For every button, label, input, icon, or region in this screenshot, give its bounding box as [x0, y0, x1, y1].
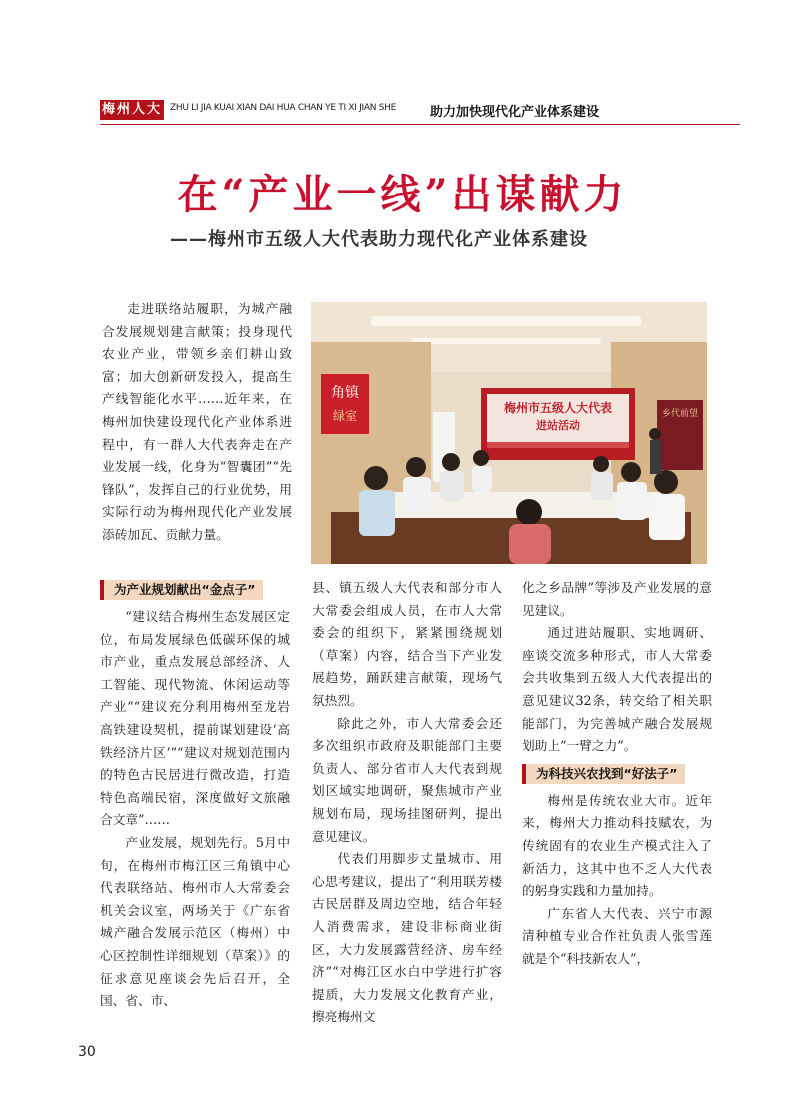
text-line: 区定位，布局发展绿色低碳环: [100, 609, 290, 647]
text-line: 标商业街区，大力发展露营经: [312, 918, 502, 957]
photo-banner-line1: 梅州市五级人大代表: [503, 401, 613, 415]
text-line: 旅融合文章”……: [100, 789, 291, 828]
column-one: [100, 574, 290, 1013]
text-line: 通过进站履职、实地调: [547, 625, 686, 641]
running-header: [100, 97, 740, 123]
text-line: 年来，在梅州加快建设现代化: [102, 391, 292, 429]
text-line: 发挥自己的行业优势，用实际: [102, 481, 292, 520]
section-heading: 为产业规划献出“金点子”: [100, 580, 263, 600]
article-title: 在“产业一线”出谋献力: [177, 171, 628, 218]
text-line: 中旬，在梅州市梅江区三角镇: [100, 834, 290, 873]
text-line: 联芳楼古民居群及周边空地，: [312, 873, 502, 912]
text-line: 利用梅州至龙岩高铁建设契: [100, 699, 290, 737]
text-line: 研、座谈交流多种形式，市人: [522, 625, 713, 663]
intro-column: [102, 298, 292, 547]
text-line: 代表们用脚步丈量城市、: [337, 851, 490, 867]
paragraph: [312, 713, 502, 849]
meeting-photo: [311, 302, 707, 564]
text-line: 主要负责人、部分省市人大代: [312, 738, 503, 776]
text-line: 式注入了新活力，这其中也不: [522, 837, 713, 876]
paragraph: [102, 298, 292, 547]
paragraph: [522, 903, 712, 971]
text-line: 人大常委会组成人员，在市人: [312, 580, 502, 618]
text-line: 提高生产线智能化水平……近: [102, 368, 293, 407]
text-line: 大常委会的组织下，紧紧围绕: [312, 602, 503, 641]
text-line: 表到规划区域实地调研，聚焦: [312, 760, 503, 799]
text-line: 常委会机关会议室，两场关于: [100, 880, 291, 918]
photo-sign-left2: 绿室: [332, 409, 358, 423]
text-line: 砖加瓦、贡献力量。: [114, 526, 229, 542]
photo-sign-left: 角镇: [331, 385, 359, 401]
column-badge: 梅州人大: [100, 100, 164, 120]
paragraph: [100, 606, 290, 832]
text-line: 走进联络站履职，为城产: [127, 301, 280, 316]
text-line: 济、房车经济”“对梅江区水: [312, 941, 503, 980]
header-title: 助力加快现代化产业体系建设: [430, 105, 600, 120]
text-line: 年来，梅州大力推动科技赋: [522, 792, 712, 831]
text-line: 保的城市产业，重点发展总部: [100, 631, 291, 670]
text-line: 休闲运动等产业”“建议充分: [100, 676, 291, 715]
header-pinyin: ZHU LI JIA KUAI XIAN DAI HUA CHAN YE TI XI JIAN SHE: [170, 103, 397, 113]
column-two: [312, 577, 502, 1029]
text-line: 除此之外，市人大常委会: [337, 715, 490, 731]
photo-banner-line2: 进站活动: [536, 419, 580, 432]
page-number: 30: [78, 1044, 96, 1060]
text-line: 机，提前谋划建设‘高铁经济: [100, 721, 290, 760]
paragraph: [522, 622, 712, 758]
text-line: 身为“智囊团”“先锋队”，: [102, 459, 292, 497]
text-line: 经济、人工智能、现代物流、: [100, 654, 291, 692]
paragraph: [100, 832, 290, 1013]
text-line: 白中学进行扩容提质，大力发: [312, 964, 502, 1002]
article-subtitle: ——梅州市五级人大代表助力现代化产业体系建设: [170, 229, 588, 250]
text-line: 研判，提出意见建议。: [312, 805, 503, 844]
text-line: 中心代表联络站、梅州市人大: [100, 857, 291, 896]
paragraph: [522, 790, 712, 903]
text-line: 山致富；加大创新研发投入，: [102, 346, 293, 384]
text-line: 产融合发展规划助上“一臂之: [522, 715, 713, 754]
column-three: [522, 577, 712, 971]
header-rule: [100, 124, 740, 125]
text-line: 策，现场气氛热烈。: [312, 670, 503, 708]
text-line: 县、镇五级人大代表和部分市: [312, 580, 490, 595]
text-line: 产业发展趋势，踊跃建言献: [312, 647, 503, 686]
text-line: 雪莲就是个“科技新农人”，: [522, 928, 713, 966]
text-line: 表提出的意见建议32条，转交: [522, 670, 713, 708]
paragraph: [312, 577, 502, 713]
text-line: 造特色高端民宿，深度做好文: [100, 767, 290, 805]
text-line: 的意见建议。: [522, 580, 712, 618]
text-line: 片区’”“建议对规划范围内: [139, 744, 290, 760]
text-line: 的特色古民居进行微改造，打: [100, 767, 278, 783]
text-line: 力”。: [604, 738, 637, 754]
text-line: （梅州）中心区控制性详细规: [100, 925, 291, 963]
text-line: 会先后召开，全国、省、市、: [100, 970, 290, 1009]
text-line: 还多次组织市政府及职能部门: [312, 715, 502, 754]
text-line: 给了相关职能部门，为完善城: [522, 692, 712, 731]
text-line: 行动为梅州现代化产业发展添: [102, 504, 293, 542]
paragraph: [312, 848, 502, 1029]
text-line: 大常委会共收集到五级人大代: [522, 647, 713, 686]
text-line: 加持。: [623, 883, 662, 899]
text-line: 规划（草案）内容，结合当下: [312, 625, 503, 663]
text-line: 城市产业规划布局，现场挂图: [312, 783, 503, 821]
text-line: 《广东省城产融合发展示范区: [100, 902, 291, 941]
text-line: 梅州是传统农业大市。近: [547, 792, 700, 808]
text-line: 划（草案）》的征求意见座谈: [100, 947, 291, 986]
text-line: 广东省人大代表、兴宁市: [547, 905, 700, 921]
section-heading: 为科技兴农找到“好法子”: [522, 764, 685, 784]
text-line: 农，为传统固有的农业生产模: [522, 815, 713, 853]
text-line: 产业体系进程中，有一群人大: [102, 413, 293, 452]
text-line: “建议结合梅州生态发展: [125, 609, 265, 624]
text-line: 展文化教育产业，擦亮梅州文: [312, 986, 503, 1025]
text-line: 现代农业产业，带领乡亲们耕: [102, 323, 293, 362]
text-line: 融合发展规划建言献策；投身: [102, 301, 292, 339]
text-line: 用心思考建议，提出了“利用: [312, 851, 502, 889]
text-line: 乏人大代表的躬身实践和力量: [522, 860, 713, 899]
photo-sign-right: 乡代前望: [661, 409, 699, 419]
text-line: 源清种植专业合作社负责人张: [522, 905, 712, 944]
paragraph: [522, 577, 712, 622]
text-line: 产业发展，规划先行。5月: [125, 834, 278, 850]
text-line: 结合年轻人消费需求，建设非: [312, 896, 503, 934]
text-line: 代表奔走在产业发展一线，化: [102, 436, 293, 475]
text-line: 化之乡品牌”等涉及产业发展: [522, 580, 687, 595]
